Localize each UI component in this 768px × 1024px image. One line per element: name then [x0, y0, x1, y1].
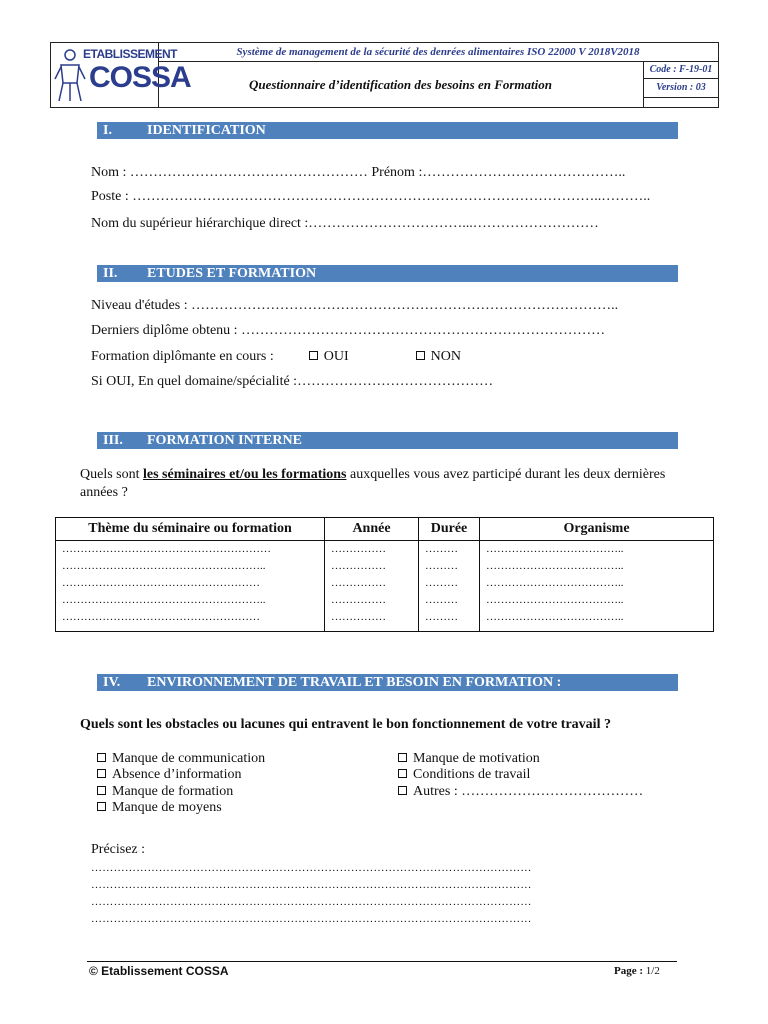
- table-cell[interactable]: ………………………………..: [480, 575, 714, 592]
- domaine-field[interactable]: Si OUI, En quel domaine/spécialité :……………………………………: [91, 374, 494, 389]
- section-identification-header: [97, 122, 678, 139]
- section-title: ETUDES ET FORMATION: [147, 266, 317, 281]
- seminaires-table: [55, 517, 714, 632]
- document-header: [50, 42, 719, 108]
- table-cell[interactable]: ………………………………..: [480, 558, 714, 575]
- checkbox-icon: [416, 351, 425, 360]
- checkbox-icon: [398, 753, 407, 762]
- option-conditions-travail[interactable]: [398, 767, 530, 783]
- poste-field[interactable]: Poste : ………………………………………………………………………………………..………..: [91, 189, 651, 204]
- table-cell[interactable]: ………………………………………………: [56, 575, 325, 592]
- option-autres[interactable]: [398, 784, 643, 800]
- precisez-line[interactable]: ………………………………………………………………………………………………………: [91, 879, 532, 891]
- table-cell[interactable]: …………………………………………………: [56, 541, 325, 559]
- checkbox-icon: [398, 769, 407, 778]
- checkbox-icon: [97, 753, 106, 762]
- checkbox-icon: [398, 786, 407, 795]
- section-number: II.: [103, 266, 118, 281]
- table-cell[interactable]: ………………………………..: [480, 541, 714, 559]
- footer-company: © Etablissement COSSA: [89, 964, 229, 978]
- precisez-line[interactable]: ………………………………………………………………………………………………………: [91, 862, 532, 874]
- table-cell[interactable]: ………………………………………………: [56, 609, 325, 632]
- non-checkbox[interactable]: [416, 349, 461, 364]
- question-emphasis: les séminaires et/ou les formations: [143, 467, 347, 482]
- oui-checkbox[interactable]: [309, 349, 349, 364]
- page-number: 1/2: [645, 965, 660, 977]
- table-cell[interactable]: ……………: [325, 609, 419, 632]
- option-label: Absence d’information: [112, 767, 242, 782]
- checkbox-icon: [97, 802, 106, 811]
- section-title: ENVIRONNEMENT DE TRAVAIL ET BESOIN EN FORMATION :: [147, 675, 562, 690]
- table-row: [56, 592, 714, 609]
- option-manque-motivation[interactable]: [398, 751, 540, 767]
- table-row: [56, 609, 714, 632]
- diplome-field[interactable]: Derniers diplôme obtenu : ……………………………………………………………………: [91, 323, 606, 338]
- option-label: Manque de communication: [112, 751, 266, 766]
- system-title: Système de management de la sécurité des denrées alimentaires ISO 22000 V 2018V2018: [158, 43, 718, 62]
- section-title: FORMATION INTERNE: [147, 433, 302, 448]
- table-cell[interactable]: ……………: [325, 592, 419, 609]
- superieur-field[interactable]: Nom du supérieur hiérarchique direct :……………………………...………………………: [91, 216, 599, 231]
- figure-icon: [53, 45, 87, 105]
- footer-page: [614, 965, 660, 977]
- question-text: auxquelles vous avez participé durant les deux dernières années ?: [80, 467, 666, 500]
- logo-etablissement: ETABLISSEMENT: [83, 47, 177, 61]
- logo-cossa: COSSA: [89, 61, 191, 94]
- precisez-line[interactable]: ………………………………………………………………………………………………………: [91, 913, 532, 925]
- nom-prenom-field[interactable]: Nom : …………………………………………… Prénom :……………………………………..: [91, 165, 626, 180]
- table-cell[interactable]: ……………: [325, 558, 419, 575]
- document-title: Questionnaire d’identification des besoins en Formation: [158, 62, 644, 107]
- table-row: [56, 558, 714, 575]
- option-label: Manque de formation: [112, 784, 234, 799]
- table-cell[interactable]: ……………: [325, 541, 419, 559]
- table-cell[interactable]: ………………………………………………..: [56, 592, 325, 609]
- formation-en-cours-label: Formation diplômante en cours :: [91, 349, 274, 364]
- option-manque-communication[interactable]: [97, 751, 265, 767]
- checkbox-icon: [97, 769, 106, 778]
- option-manque-moyens[interactable]: [97, 800, 222, 816]
- document-version: Version : 03: [644, 79, 718, 98]
- oui-label: OUI: [323, 349, 349, 364]
- question-text: Quels sont: [80, 467, 143, 482]
- option-label: Conditions de travail: [413, 767, 531, 782]
- column-header: Durée: [419, 518, 480, 541]
- table-cell[interactable]: ………: [419, 558, 480, 575]
- table-cell[interactable]: ………………………………..: [480, 592, 714, 609]
- document-code: Code : F-19-01: [644, 62, 718, 79]
- option-label: Manque de motivation: [413, 751, 540, 766]
- table-cell[interactable]: ………: [419, 575, 480, 592]
- footer-divider: [87, 961, 677, 962]
- table-row: [56, 541, 714, 559]
- precisez-label: Précisez :: [91, 842, 146, 857]
- checkbox-icon: [309, 351, 318, 360]
- table-cell[interactable]: ………………………………..: [480, 609, 714, 632]
- column-header: Organisme: [480, 518, 714, 541]
- section-number: I.: [103, 123, 112, 138]
- table-cell[interactable]: ………………………………………………..: [56, 558, 325, 575]
- non-label: NON: [430, 349, 461, 364]
- column-header: Année: [325, 518, 419, 541]
- obstacles-question: Quels sont les obstacles ou lacunes qui entravent le bon fonctionnement de votre travail ?: [80, 717, 611, 732]
- precisez-line[interactable]: ………………………………………………………………………………………………………: [91, 896, 532, 908]
- section-number: IV.: [103, 675, 121, 690]
- checkbox-icon: [97, 786, 106, 795]
- option-label: Autres : …………………………………: [413, 784, 644, 799]
- niveau-etudes-field[interactable]: Niveau d'études : ………………………………………………………………………………..: [91, 298, 619, 313]
- section-formation-interne-header: [97, 432, 678, 449]
- section-title: IDENTIFICATION: [147, 123, 266, 138]
- section-etudes-header: [97, 265, 678, 282]
- option-label: Manque de moyens: [112, 800, 222, 815]
- table-cell[interactable]: ………: [419, 609, 480, 632]
- table-cell[interactable]: ……………: [325, 575, 419, 592]
- formation-en-cours-row: [91, 349, 461, 365]
- seminaires-question: [80, 466, 680, 502]
- section-number: III.: [103, 433, 123, 448]
- section-environnement-header: [97, 674, 678, 691]
- table-cell[interactable]: ………: [419, 592, 480, 609]
- table-cell[interactable]: ………: [419, 541, 480, 559]
- table-row: [56, 575, 714, 592]
- column-header: Thème du séminaire ou formation: [56, 518, 325, 541]
- option-manque-formation[interactable]: [97, 784, 233, 800]
- table-header-row: [56, 518, 714, 541]
- company-logo: [51, 43, 191, 107]
- option-absence-information[interactable]: [97, 767, 241, 783]
- page-label: Page :: [614, 965, 644, 977]
